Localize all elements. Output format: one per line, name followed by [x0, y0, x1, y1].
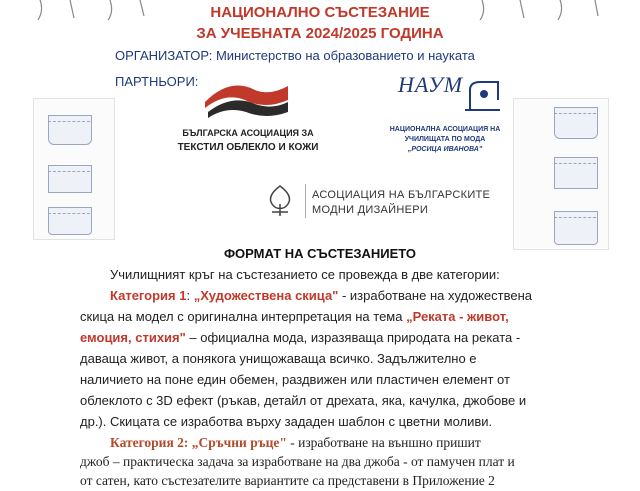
pocket-sketch	[48, 165, 92, 193]
pocket-stitch-line	[554, 217, 596, 218]
cat1-text-a: - изработване на художествена	[338, 288, 532, 303]
organizer-value: Министерство на образованието и науката	[215, 48, 475, 63]
pocket-sketch	[554, 157, 598, 189]
cat2-label: Категория 2: „Сръчни ръце"	[110, 435, 287, 450]
organizer-label: ОРГАНИЗАТОР:	[115, 48, 213, 63]
naum-line3: „РОСИЦА ИВАНОВА"	[407, 146, 483, 153]
cat2-line1-rest: - изработване на външно пришит	[286, 435, 481, 450]
pocket-stitch-line	[554, 113, 596, 114]
cat1-line2-text: скица на модел с оригинална интерпретация на тема	[80, 309, 407, 324]
pocket-stitch-line	[48, 121, 90, 122]
designers-association-emblem-icon	[262, 184, 298, 218]
cat1-line1	[110, 285, 590, 306]
designers-logo-divider	[305, 184, 306, 218]
textile-association-logo-icon	[200, 72, 290, 122]
cat1-line2	[80, 306, 580, 327]
pocket-template-sheet-left	[33, 98, 115, 240]
designers-logo-line1: АСОЦИАЦИЯ НА БЪЛГАРСКИТЕ	[312, 189, 491, 201]
cat2-line3: от сатен, като състезателите вариантите са представени в Приложение 2	[80, 473, 495, 488]
cat1-label: Категория 1	[110, 288, 187, 303]
cat2-line1	[110, 432, 590, 453]
section-heading: ФОРМАТ НА СЪСТЕЗАНИЕТО	[223, 246, 417, 261]
cat1-line5: наличието на поне един обемен, раздвижен или пластичен елемент от	[80, 372, 510, 387]
intro-line: Училищният кръг на състезанието се провежда в две категории:	[110, 267, 500, 282]
organizer-line	[115, 48, 475, 63]
pocket-sketch	[554, 107, 598, 139]
page-title-line1: НАЦИОНАЛНО СЪСТЕЗАНИЕ	[210, 4, 430, 21]
pocket-stitch-line	[48, 171, 90, 172]
page-title-line2: ЗА УЧЕБНАТА 2024/2025 ГОДИНА	[196, 25, 444, 42]
textile-logo-line1: БЪЛГАРСКА АСОЦИАЦИЯ ЗА	[182, 128, 314, 138]
cat1-name: „Художествена скица"	[193, 288, 339, 303]
cat1-line4: даваща живот, а понякога унищожаваща всичко. Задължително е	[80, 351, 477, 366]
naum-logo-name: НАУМ	[398, 72, 464, 97]
cat1-line3	[80, 327, 580, 348]
partners-label: ПАРТНЬОРИ:	[115, 74, 199, 89]
cat1-line3-rest: – официална мода, изразяваща природата на реката -	[185, 330, 521, 345]
naum-line2: УЧИЛИЩАТА ПО МОДА	[404, 136, 486, 143]
designers-logo-line2: МОДНИ ДИЗАЙНЕРИ	[312, 204, 429, 216]
naum-sewing-machine-icon	[460, 70, 505, 125]
textile-logo-line2: ТЕКСТИЛ ОБЛЕКЛО И КОЖИ	[177, 142, 319, 153]
cat1-theme-b: емоция, стихия"	[80, 330, 186, 345]
cat2-line2: джоб – практическа задача за изработване на два джоба - от памучен плат и	[80, 454, 515, 469]
cat1-theme-a: „Реката - живот,	[406, 309, 509, 324]
pocket-template-sheet-right	[513, 98, 609, 250]
naum-line1: НАЦИОНАЛНА АСОЦИАЦИЯ НА	[389, 126, 501, 133]
pocket-sketch	[48, 207, 92, 235]
cat1-line7: др.). Скицата се изработва върху зададен шаблон с цветни моливи.	[80, 414, 493, 429]
pocket-stitch-line	[554, 163, 596, 164]
pocket-sketch	[48, 115, 92, 145]
cat1-colon: :	[186, 288, 194, 303]
pocket-stitch-line	[48, 213, 90, 214]
cat1-line6: облеклото с 3D ефект (ръкав, детайл от дрехата, яка, качулка, джобове и	[80, 393, 527, 408]
